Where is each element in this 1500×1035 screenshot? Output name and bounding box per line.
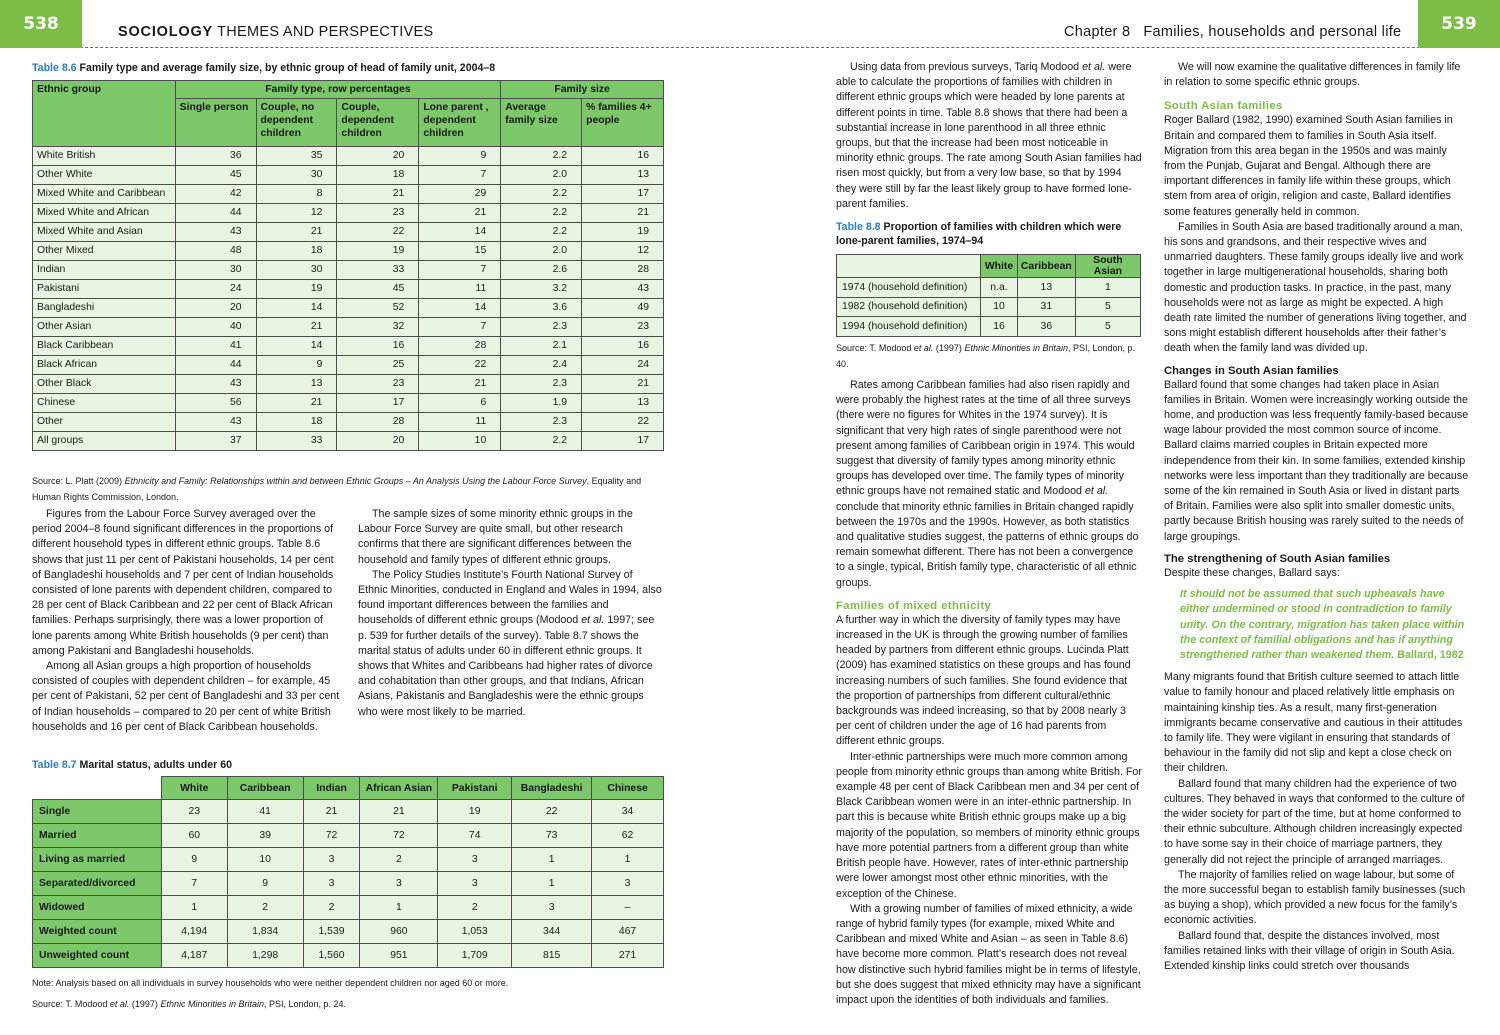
table-cell: 1,298 [227,944,303,968]
table-cell: 43 [175,375,256,394]
block-quote: It should not be assumed that such upheavals have either undermined or stood in contradiction to family unity. On the contrary, migration has taken place within the context of familial obligations and has if anything strengthened rather than weakened them. Ballard, 1982 [1180,588,1465,661]
column-header: Bangladeshi [512,777,592,800]
table-cell: 1 [512,872,592,896]
table-row [33,204,664,223]
col-span-family-type: Family type, row percentages [175,81,501,99]
table-cell: 2 [227,896,303,920]
paragraph: Figures from the Labour Force Survey averaged over the period 2004–8 found significant differences in the proportions of different household types in different ethnic groups. Table 8.6 shows that just 11 per cent of Pakistani households, 14 per cent of Bangladeshi households and 7 per cent of Indian households consisted of lone parents with dependent children, compared to 28 per cent of Black Caribbean and 22 per cent of Black African families. Perhaps surprisingly, there was a lower proportion of lone parents among White British households (9 per cent) than among Pakistani and Bangladeshi households. [32,508,334,657]
right-column-1-bottom [836,378,1142,1008]
paragraph: The Policy Studies Institute’s Fourth National Survey of Ethnic Minorities, conducted in England and Wales in 1994, also found important differences between the families and households of different ethnic groups (Modood et al. 1997; see p. 539 for further details of the survey). Table 8.7 shows the marital status of adults under 60 in different ethnic groups. It shows that Whites and Caribbeans had higher rates of divorce and cohabitation than other groups, and that Indians, African Asians, Pakistanis and Bangladeshis were the ethnic groups who were most likely to be married. [358,568,662,718]
table-cell: 3.2 [501,280,582,299]
table-cell: 16 [582,337,664,356]
table-cell: 17 [582,432,664,451]
table-cell: 4,187 [161,944,227,968]
right-column-1-top [836,60,1142,212]
row-label: Other Asian [33,318,176,337]
row-label: White British [33,147,176,166]
row-label: Pakistani [33,280,176,299]
table-cell: 14 [256,299,337,318]
table-cell: 7 [419,318,501,337]
table-cell: 7 [419,261,501,280]
table-cell: 21 [419,375,501,394]
table-cell: 2 [438,896,512,920]
table-cell: 960 [360,920,438,944]
row-label: Chinese [33,394,176,413]
table-cell: 2.2 [501,223,582,242]
column-header: Average family size [501,99,582,147]
table-cell: 5 [1075,317,1140,337]
column-header: African Asian [360,777,438,800]
table-cell: 3 [303,848,360,872]
table-cell: 1 [592,848,664,872]
table-cell: 13 [1017,278,1075,298]
column-header: South Asian [1075,255,1140,278]
table-cell: 9 [161,848,227,872]
table-cell: 2.3 [501,318,582,337]
table-cell: 11 [419,280,501,299]
table-cell: 45 [175,166,256,185]
table-cell: 44 [175,356,256,375]
table-row [837,278,1141,298]
table-row [837,317,1141,337]
table-cell: 25 [337,356,419,375]
table-8-7-note: Note: Analysis based on all individuals in survey households who were neither dependent children nor aged 60 or more. [32,978,509,988]
table-cell: 2.0 [501,166,582,185]
table-cell: 2 [360,848,438,872]
table-cell: 10 [227,848,303,872]
row-label: Other Black [33,375,176,394]
table-cell: 16 [582,147,664,166]
table-cell: 29 [419,185,501,204]
right-page-number: 539 [1418,0,1500,48]
table-cell: 2.2 [501,204,582,223]
table-cell: 8 [256,185,337,204]
paragraph: Ballard found that many children had the experience of two cultures. They behaved in ways that conformed to the culture of the wider society for part of the time, but at home conformed to their ethnic subculture. Although children increasingly expected to have some say in their choice of marriage partners, they generally did not reject the principle of arranged marriages. [1164,777,1465,866]
table-cell: 1 [161,896,227,920]
table-cell: 6 [419,394,501,413]
table-row [33,920,664,944]
table-cell: 2.2 [501,147,582,166]
table-cell: 3 [512,896,592,920]
table-row [33,261,664,280]
column-header: Couple, no dependent children [256,99,337,147]
header-blank [837,255,981,278]
paragraph: Rates among Caribbean families had also risen rapidly and were probably the highest rates at the time of all three surveys (there were no figures for Whites in the 1974 survey). It is significant that very high rates of single parenthood were not present among families of Caribbean origin in 1974. This would suggest that diversity of family types among minority ethnic groups has developed over time. The family types of minority ethnic groups have not remained static and Modood et al. conclude that minority ethnic families in Britain changed rapidly between the 1970s and the 1990s. However, as both statistics and qualitative studies suggest, the patterns of ethnic groups do remain somewhat different. There has not been a convergence to a single, typical, British family type, characteristic of all ethnic groups. [836,379,1139,589]
table-cell: 4,194 [161,920,227,944]
table-row [33,432,664,451]
table-cell: 33 [337,261,419,280]
table-cell: 23 [161,800,227,824]
col-span-family-size: Family size [501,81,664,99]
table-cell: 9 [256,356,337,375]
table-8-7-title: Table 8.7 Marital status, adults under 60 [32,759,232,771]
running-head-rest: THEMES AND PERSPECTIVES [217,24,434,40]
table-cell: 30 [256,166,337,185]
table-cell: 1 [360,896,438,920]
table-cell: 17 [582,185,664,204]
paragraph: With a growing number of families of mixed ethnicity, a wide range of hybrid family types (for example, mixed White and Caribbean and mixed White and Asian – as seen in Table 8.6) have become more common. Platt’s research does not reveal how distinctive such hybrid families might be in terms of lifestyle, but she does suggest that mixed ethnicity may have a significant impact upon the identities of both individuals and families. [836,902,1141,1006]
table-row [33,394,664,413]
page-header [0,0,1500,48]
left-page-number: 538 [0,0,82,48]
table-cell: 72 [303,824,360,848]
table-cell: 22 [582,413,664,432]
row-label: Other Mixed [33,242,176,261]
table-row [33,337,664,356]
table-cell: 16 [981,317,1018,337]
section-heading-strengthening: The strengthening of South Asian families [1164,552,1391,565]
row-label: Separated/divorced [33,872,162,896]
quote-source: Ballard, 1982 [1397,648,1464,661]
header-blank [33,777,162,800]
table-cell: 43 [175,413,256,432]
table-8-8-source: Source: T. Modood et al. (1997) Ethnic Minorities in Britain, PSI, London, p. 40. [836,343,1136,369]
left-running-head [118,24,434,40]
table-cell: 40 [175,318,256,337]
table-cell: 14 [419,223,501,242]
table-cell: 73 [512,824,592,848]
table-cell: 42 [175,185,256,204]
table-cell: 7 [161,872,227,896]
table-8-8-title: Table 8.8 Proportion of families with children which were lone-parent families, 1974–94 [836,221,1122,247]
column-header: Single person [175,99,256,147]
table-cell: 14 [256,337,337,356]
table-cell: 43 [175,223,256,242]
table-cell: 3.6 [501,299,582,318]
col-ethnic-group: Ethnic group [33,81,176,147]
table-cell: – [592,896,664,920]
table-cell: 12 [582,242,664,261]
table-row [33,872,664,896]
table-cell: 15 [419,242,501,261]
table-cell: 951 [360,944,438,968]
table-cell: 60 [161,824,227,848]
right-running-head: Chapter 8 Families, households and personal life [1064,24,1402,40]
paragraph: A further way in which the diversity of family types may have increased in the UK is through the growing number of families headed by partners from different ethnic groups. Lucinda Platt (2009) has examined statistics on these groups and has found increasing numbers of such families. She found evidence that the proportion of partnerships from different cultural/ethnic backgrounds was indeed increasing, so that by 2008 nearly 3 per cent of children under the age of 16 had parents from different ethnic groups. [836,613,1131,748]
column-header: Lone parent , dependent children [419,99,501,147]
row-label: Black Caribbean [33,337,176,356]
table-cell: 21 [582,204,664,223]
table-cell: 30 [256,261,337,280]
table-cell: 56 [175,394,256,413]
table-cell: 3 [360,872,438,896]
table-cell: 1,053 [438,920,512,944]
row-label: Black African [33,356,176,375]
paragraph: Among all Asian groups a high proportion of households consisted of couples with dependent children – for example, 45 per cent of Pakistani, 52 per cent of Bangladeshi and 33 per cent of Indian households – compared to 20 per cent of white British households and 16 per cent of Black Caribbean households. [32,660,340,733]
table-cell: 1,539 [303,920,360,944]
paragraph: Roger Ballard (1982, 1990) examined South Asian families in Britain and compared them to families in South Asia itself. Migration from this area began in the 1950s and was mainly from the Punjab, Gujarat and Bengal. Although there are important differences in family life within these groups, which stem from area of origin, religion and caste, Ballard identifies some features generally held in common. [1164,114,1453,218]
row-label: Married [33,824,162,848]
table-cell: 41 [175,337,256,356]
table-cell: 34 [592,800,664,824]
table-8-6 [32,80,664,451]
table-cell: 41 [227,800,303,824]
row-label: 1994 (household definition) [837,317,981,337]
table-cell: 48 [175,242,256,261]
paragraph: Despite these changes, Ballard says: [1164,566,1340,579]
table-cell: 21 [360,800,438,824]
table-cell: 21 [256,318,337,337]
table-cell: 21 [419,204,501,223]
table-row [33,356,664,375]
table-cell: 19 [582,223,664,242]
table-8-6-title: Table 8.6 Family type and average family size, by ethnic group of head of family unit, 2004–8 [32,62,496,74]
table-cell: 20 [175,299,256,318]
table-cell: 23 [337,204,419,223]
table-cell: 43 [582,280,664,299]
table-cell: 1 [1075,278,1140,298]
row-label: Mixed White and Asian [33,223,176,242]
table-cell: 1,560 [303,944,360,968]
table-cell: 9 [419,147,501,166]
table-cell: 10 [981,297,1018,317]
table-cell: 49 [582,299,664,318]
table-cell: 24 [582,356,664,375]
table-cell: 35 [256,147,337,166]
paragraph: Many migrants found that British culture seemed to attach little value to family honour and placed relatively little emphasis on maintaining kinship ties. As a result, many first-generation immigrants became conservative and cautious in their attitudes to family life. They were vigilant in ensuring that standards of behaviour in the family did not slip and kept a close check on their children. [1164,671,1463,775]
table-row [33,375,664,394]
table-row [33,800,664,824]
table-row [33,147,664,166]
column-header: Pakistani [438,777,512,800]
table-cell: 2.2 [501,432,582,451]
paragraph: Ballard found that, despite the distances involved, most families retained links with their village of origin in South Asia. Extended kinship links could stretch over thousands [1164,929,1455,972]
table-cell: 13 [256,375,337,394]
row-label: Mixed White and African [33,204,176,223]
paragraph: Inter-ethnic partnerships were much more common among people from minority ethnic groups than among white British. For example 48 per cent of Black Caribbean men and 34 per cent of Black Caribbean women were in an inter-ethnic partnership. In part this is because white British ethnic groups make up a big majority of the population, so members of minority ethnic groups have more potential partners from a different group than white British people have. However, rates of inter-ethnic partnership were lower amongst most other ethnic minorities, with the exception of the Chinese. [836,750,1142,900]
table-cell: 23 [582,318,664,337]
table-cell: 2 [303,896,360,920]
table-cell: 1,834 [227,920,303,944]
table-row [837,297,1141,317]
table-cell: 24 [175,280,256,299]
table-cell: 21 [256,223,337,242]
table-cell: 21 [256,394,337,413]
table-cell: 3 [303,872,360,896]
table-cell: 16 [337,337,419,356]
table-8-7-source: Source: T. Modood et al. (1997) Ethnic Minorities in Britain, PSI, London, p. 24. [32,999,347,1009]
table-cell: 18 [256,242,337,261]
table-cell: 19 [337,242,419,261]
row-label: 1982 (household definition) [837,297,981,317]
section-heading-south-asian: South Asian families [1164,100,1283,113]
table-cell: 19 [256,280,337,299]
table-cell: 14 [419,299,501,318]
table-8-8 [836,254,1141,337]
table-row [33,280,664,299]
table-cell: n.a. [981,278,1018,298]
paragraph: The sample sizes of some minority ethnic groups in the Labour Force Survey are quite small, but other research confirms that there are significant differences between the household and family types of different ethnic groups. [358,508,633,566]
column-header: Chinese [592,777,664,800]
table-row [33,299,664,318]
row-label: All groups [33,432,176,451]
table-cell: 37 [175,432,256,451]
table-cell: 3 [592,872,664,896]
left-column-1 [32,507,342,735]
table-cell: 21 [303,800,360,824]
right-column-2 [1164,60,1470,974]
column-header: White [981,255,1018,278]
table-cell: 2.2 [501,185,582,204]
table-row [33,318,664,337]
table-cell: 19 [438,800,512,824]
table-cell: 13 [582,166,664,185]
table-row [33,223,664,242]
paragraph: We will now examine the qualitative differences in family life in relation to some specific ethnic groups. [1164,61,1461,89]
table-cell: 20 [337,432,419,451]
table-cell: 1 [512,848,592,872]
table-cell: 815 [512,944,592,968]
table-cell: 3 [438,872,512,896]
table-cell: 11 [419,413,501,432]
table-row [33,185,664,204]
row-label: Other [33,413,176,432]
table-cell: 44 [175,204,256,223]
table-cell: 2.1 [501,337,582,356]
table-cell: 36 [1017,317,1075,337]
table-cell: 21 [337,185,419,204]
table-cell: 467 [592,920,664,944]
table-cell: 10 [419,432,501,451]
table-row [33,242,664,261]
row-label: Widowed [33,896,162,920]
table-row [33,824,664,848]
row-label: Living as married [33,848,162,872]
table-cell: 39 [227,824,303,848]
column-header: Caribbean [1017,255,1075,278]
section-heading-mixed-ethnicity: Families of mixed ethnicity [836,599,992,612]
table-cell: 52 [337,299,419,318]
paragraph: The majority of families relied on wage labour, but some of the more successful began to establish family businesses (such as buying a shop), which provided a new focus for the family’s economic activities. [1164,868,1466,927]
table-cell: 2.4 [501,356,582,375]
table-cell: 271 [592,944,664,968]
table-cell: 23 [337,375,419,394]
row-label: Other White [33,166,176,185]
paragraph: Families in South Asia are based traditionally around a man, his sons and grandsons, and their respective wives and unmarried daughters. These family groups ideally live and work together in large multigenerational households, sharing both domestic and production tasks. In practice, in the past, many households were not as large as might be expected. A high death rate limited the number of generations living together, and sons might establish different households after their father’s death when the family land was divided up. [1164,220,1467,355]
table-cell: 21 [582,375,664,394]
table-row [33,413,664,432]
table-cell: 45 [337,280,419,299]
table-row [33,944,664,968]
row-label: Single [33,800,162,824]
table-cell: 3 [438,848,512,872]
row-label: Mixed White and Caribbean [33,185,176,204]
table-cell: 9 [227,872,303,896]
table-cell: 33 [256,432,337,451]
table-cell: 1,709 [438,944,512,968]
row-label: Unweighted count [33,944,162,968]
table-cell: 2.6 [501,261,582,280]
row-label: 1974 (household definition) [837,278,981,298]
running-head-bold: SOCIOLOGY [118,24,214,40]
column-header: Caribbean [227,777,303,800]
table-cell: 22 [512,800,592,824]
table-8-7 [32,776,664,968]
table-cell: 72 [360,824,438,848]
table-cell: 28 [419,337,501,356]
table-cell: 31 [1017,297,1075,317]
table-cell: 74 [438,824,512,848]
table-cell: 22 [337,223,419,242]
table-cell: 12 [256,204,337,223]
table-8-6-source: Source: L. Platt (2009) Ethnicity and Family: Relationships within and between Ethnic Groups – An Analysis Using the Labour Force Survey, Equality and Human Rights Commission, London. [32,476,642,502]
left-column-2 [358,507,664,720]
table-cell: 32 [337,318,419,337]
table-row [33,166,664,185]
row-label: Bangladeshi [33,299,176,318]
column-header: Indian [303,777,360,800]
table-cell: 18 [256,413,337,432]
section-heading-changes: Changes in South Asian families [1164,364,1339,377]
column-header: White [161,777,227,800]
table-cell: 2.3 [501,375,582,394]
table-cell: 1.9 [501,394,582,413]
column-header: % families 4+ people [582,99,664,147]
table-cell: 344 [512,920,592,944]
row-label: Indian [33,261,176,280]
table-cell: 2.3 [501,413,582,432]
paragraph: Using data from previous surveys, Tariq Modood et al. were able to calculate the proportions of families with children in different ethnic groups which were headed by lone parents at different points in time. Table 8.8 shows that there had been a substantial increase in lone parenthood in all three ethnic groups, but that the increase had been most noticeable in minority ethnic groups. The rate among South Asian families had risen most quickly, but from a very low base, so that by 1994 they were still by far the least likely group to have formed lone-parent families. [836,61,1142,210]
table-cell: 28 [582,261,664,280]
table-cell: 7 [419,166,501,185]
table-cell: 2.0 [501,242,582,261]
table-cell: 13 [582,394,664,413]
table-cell: 28 [337,413,419,432]
table-cell: 20 [337,147,419,166]
table-cell: 22 [419,356,501,375]
row-label: Weighted count [33,920,162,944]
column-header: Couple, dependent children [337,99,419,147]
table-cell: 18 [337,166,419,185]
table-row [33,848,664,872]
table-cell: 62 [592,824,664,848]
table-row [33,896,664,920]
table-cell: 17 [337,394,419,413]
table-cell: 5 [1075,297,1140,317]
table-cell: 36 [175,147,256,166]
paragraph: Ballard found that some changes had taken place in Asian families in Britain. Women were increasingly working outside the home, and production was less frequently family-based because wage labour provided the most common source of income. Ballard claims married couples in Britain expected more independence from their kin. In some families, extended kinship networks were less important than they traditionally are because some of the kin remained in South Asia or lived in distant parts of Britain. Families were also split into smaller domestic units, partly because British housing was rarely suited to the needs of large groupings. [1164,378,1469,543]
table-cell: 30 [175,261,256,280]
